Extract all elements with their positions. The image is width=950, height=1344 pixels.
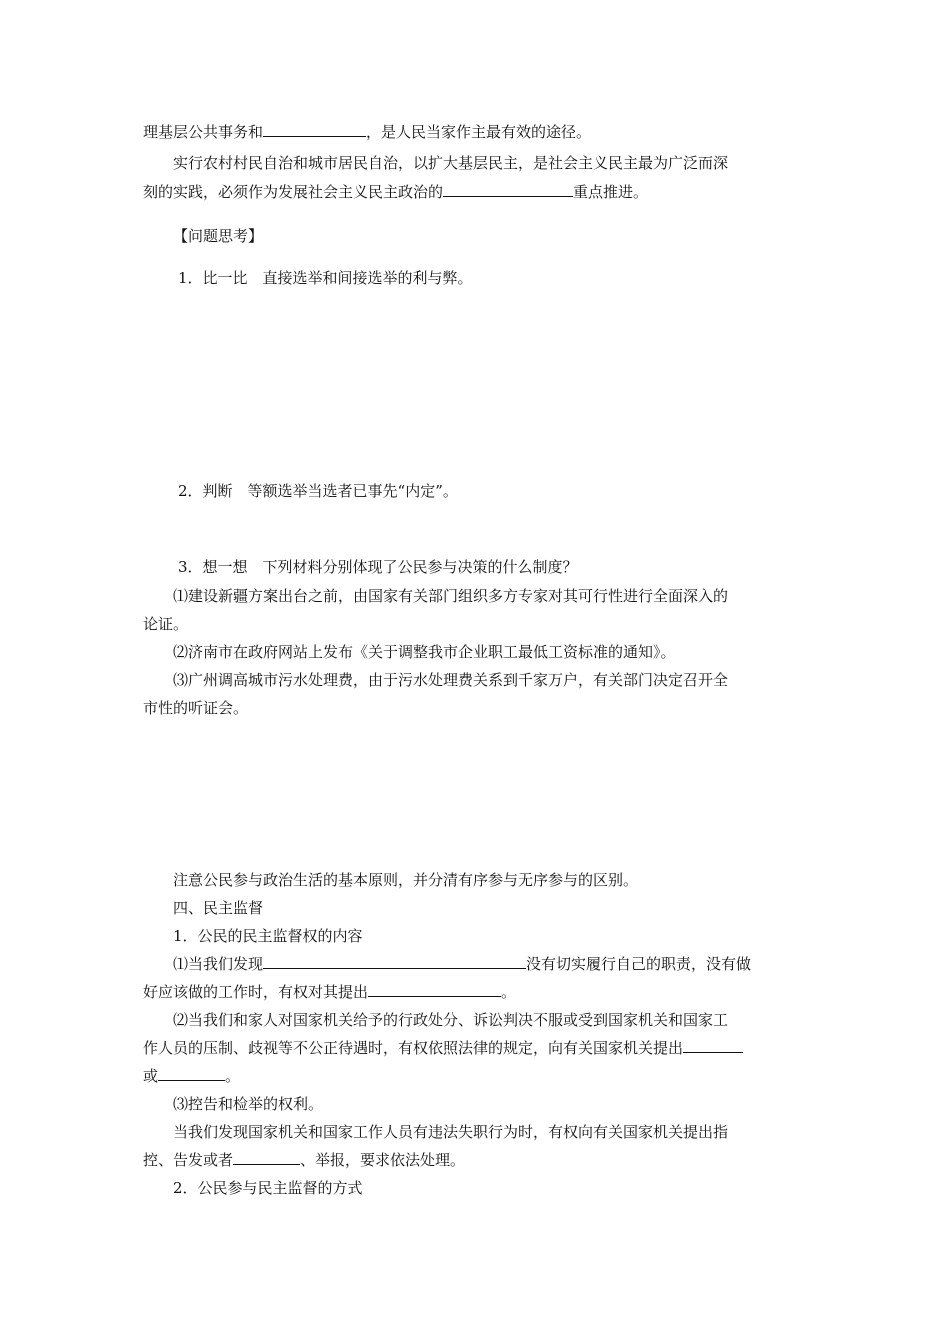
text-line [143, 182, 648, 202]
fill-blank[interactable] [233, 1150, 300, 1165]
subsection-2: 2．公民参与民主监督的方式 [173, 1179, 363, 1197]
text-fragment: ，是人民当家作主最有效的途径。 [366, 123, 592, 141]
fill-blank[interactable] [443, 182, 573, 197]
text-fragment: 或 [143, 1067, 159, 1085]
text-fragment: 。 [501, 983, 517, 1001]
question-3-item-3: ⑶广州调高城市污水处理费，由于污水处理费关系到千家万户，有关部门决定召开全 [173, 671, 729, 689]
text-fragment: 刻的实践，必须作为发展社会主义民主政治的 [143, 183, 444, 201]
text-line [143, 122, 591, 142]
section-title: 四、民主监督 [173, 899, 264, 917]
section-heading: 【问题思考】 [173, 227, 264, 245]
text-line [143, 982, 516, 1002]
text-fragment: 重点推进。 [573, 183, 649, 201]
text-line [143, 1066, 240, 1086]
fill-blank[interactable] [158, 1066, 225, 1081]
fill-blank[interactable] [263, 954, 526, 969]
text-line: 当我们发现国家机关和国家工作人员有违法失职行为时，有权向有关国家机关提出指 [173, 1123, 729, 1141]
fill-blank[interactable] [368, 982, 501, 997]
text-fragment: 理基层公共事务和 [143, 123, 264, 141]
text-line: ⑵当我们和家人对国家机关给予的行政处分、诉讼判决不服或受到国家机关和国家工 [173, 1011, 729, 1029]
fill-blank[interactable] [683, 1038, 743, 1053]
text-fragment: 控、告发或者 [143, 1151, 234, 1169]
question-3-title: 3．想一想 下列材料分别体现了公民参与决策的什么制度？ [178, 558, 578, 576]
text-line: 实行农村村民自治和城市居民自治，以扩大基层民主，是社会主义民主最为广泛而深 [173, 154, 729, 172]
text-fragment: 没有切实履行自己的职责，没有做 [526, 955, 752, 973]
text-line [143, 1038, 743, 1058]
text-fragment: 好应该做的工作时，有权对其提出 [143, 983, 369, 1001]
text-fragment: 、举报，要求依法处理。 [300, 1151, 466, 1169]
text-fragment: 作人员的压制、歧视等不公正待遇时，有权依照法律的规定，向有关国家机关提出 [143, 1039, 684, 1057]
text-line [173, 954, 751, 974]
question-2: 2．判断 等额选举当选者已事先“内定”。 [178, 482, 458, 500]
question-3-item-3-cont: 市性的听证会。 [143, 699, 249, 717]
text-line: ⑶控告和检举的权利。 [173, 1095, 324, 1113]
text-line [143, 1150, 465, 1170]
question-3-item-1-cont: 论证。 [143, 615, 189, 633]
note-text: 注意公民参与政治生活的基本原则，并分清有序参与无序参与的区别。 [173, 871, 639, 889]
text-fragment: ⑴当我们发现 [173, 955, 264, 973]
fill-blank[interactable] [263, 122, 366, 137]
question-3-item-2: ⑵济南市在政府网站上发布《关于调整我市企业职工最低工资标准的通知》。 [173, 643, 676, 661]
subsection-1: 1．公民的民主监督权的内容 [173, 927, 363, 945]
question-3-item-1: ⑴建设新疆方案出台之前，由国家有关部门组织多方专家对其可行性进行全面深入的 [173, 587, 729, 605]
text-fragment: 。 [225, 1067, 241, 1085]
question-1: 1．比一比 直接选举和间接选举的利与弊。 [178, 269, 473, 287]
